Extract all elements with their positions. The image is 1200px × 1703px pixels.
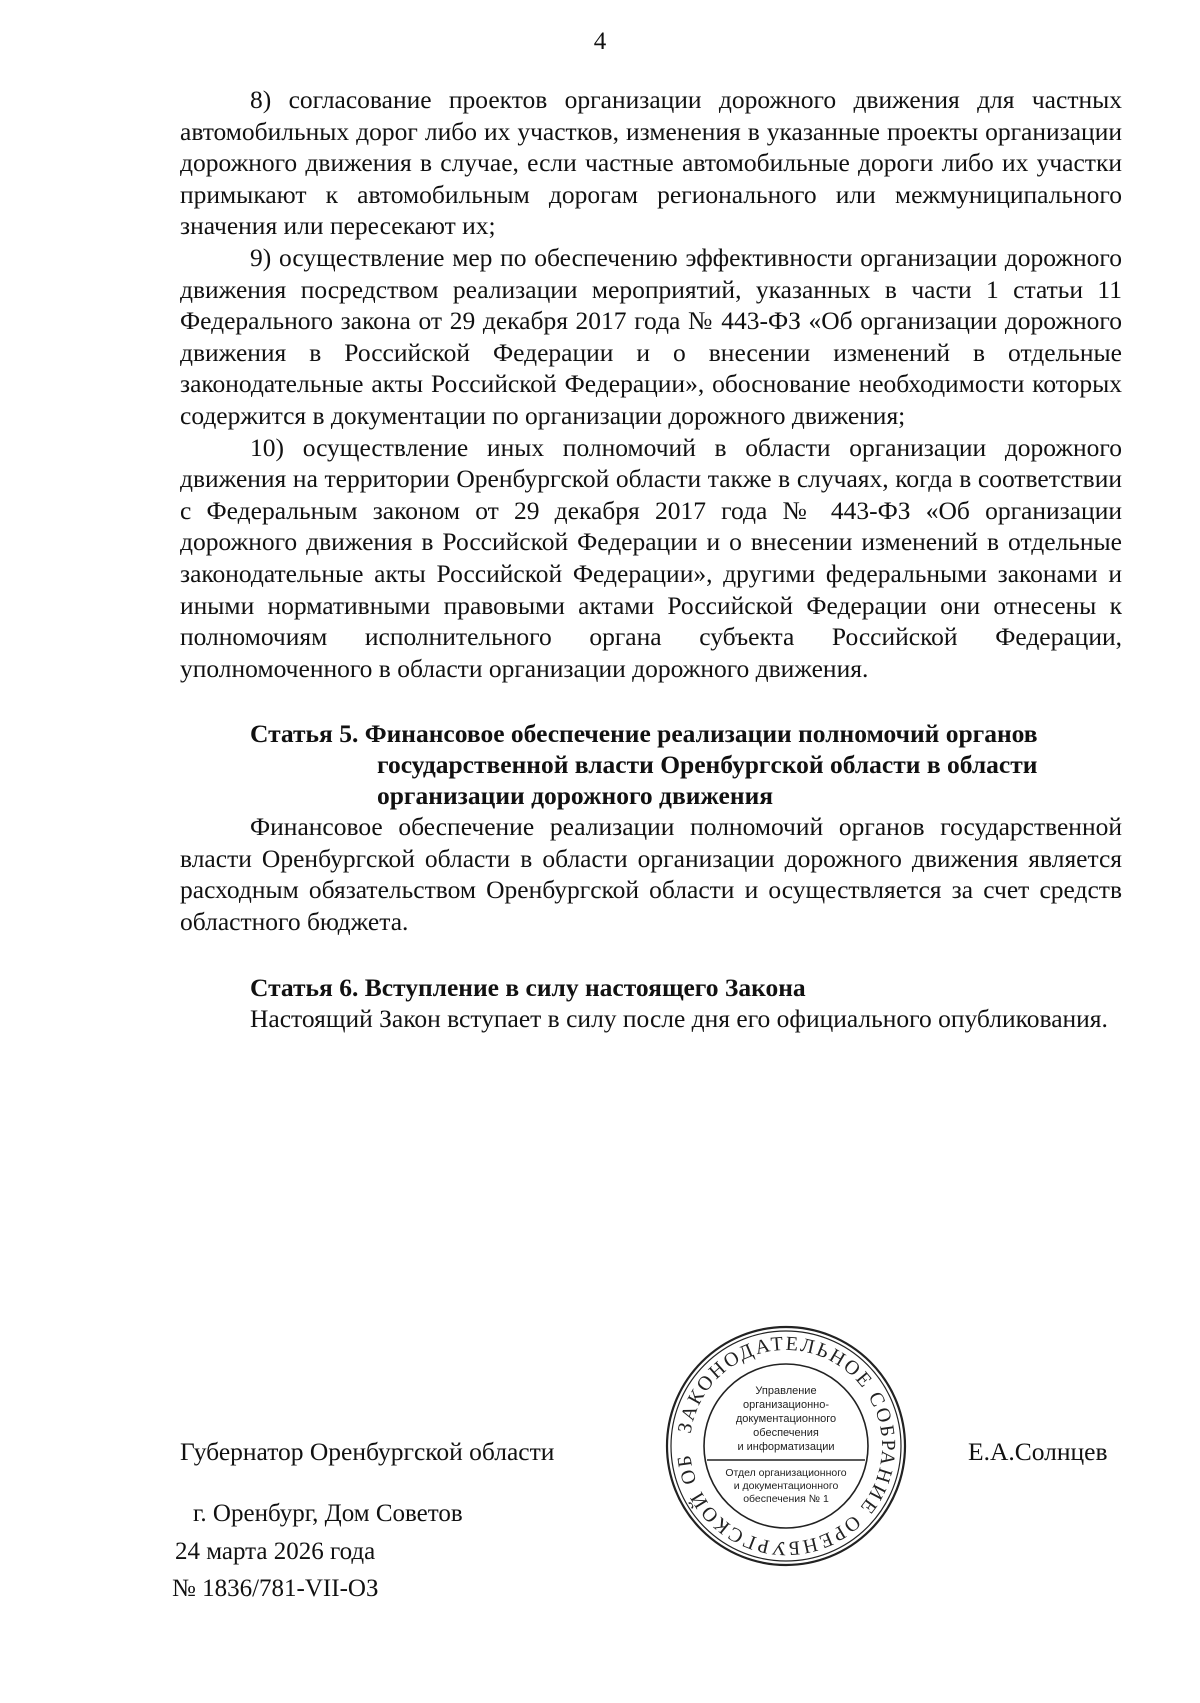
article-5-heading — [180, 718, 1122, 811]
article-5-title-line3: организации дорожного движения — [377, 781, 774, 811]
article-5-text: Финансовое обеспечение реализации полномочий органов государственной власти Оренбургской области в области организации дорожного движения является расходным обязательством Оренбургской области и осуществляется за счет средств областного бюджета. — [180, 812, 1122, 937]
paragraph-item-10: 10) осуществление иных полномочий в области организации дорожного движения на территории Оренбургской области также в случаях, когда в соответствии с Федеральным законом от 29 декабря 2017 года № 443-ФЗ «Об организации дорожного движения в Российской Федерации и о внесении изменений в отдельные законодательные акты Российской Федерации», другими федеральными законами и иными нормативными правовыми актами Российской Федерации они отнесены к полномочиям исполнительного органа субъекта Российской Федерации, уполномоченного в области организации дорожного движения. — [180, 432, 1122, 683]
article-5-title-line2: государственной власти Оренбургской области в области — [377, 750, 1038, 780]
stamp-bottom-line-2: и документационного — [733, 1480, 839, 1492]
stamp-inner-line-4: обеспечения — [753, 1427, 819, 1439]
article-6-text: Настоящий Закон вступает в силу после дня его официального опубликования. — [250, 1003, 1108, 1033]
stamp-inner-line-3: документационного — [735, 1413, 837, 1425]
stamp-inner-line-5: и информатизации — [737, 1441, 835, 1453]
paragraph-item-9: 9) осуществление мер по обеспечению эффективности организации дорожного движения посредством реализации мероприятий, указанных в части 1 статьи 11 Федерального закона от 29 декабря 2017 года № 443-ФЗ «Об организации дорожного движения в Российской Федерации и о внесении изменений в отдельные законодательные акты Российской Федерации», обоснование необходимости которых содержится в документации по организации дорожного движения; — [180, 242, 1122, 430]
footer-date: 24 марта 2026 года — [175, 1538, 376, 1565]
stamp-bottom-line-1: Отдел организационного — [725, 1467, 847, 1479]
article-6-title: Вступление в силу настоящего Закона — [364, 972, 806, 1002]
page-number: 4 — [593, 28, 607, 55]
official-stamp — [662, 1322, 910, 1570]
stamp-inner-line-2: организационно- — [743, 1399, 829, 1411]
article-6-label: Статья 6. — [250, 972, 359, 1002]
stamp-seal-icon — [662, 1322, 910, 1570]
signature-name: Е.А.Солнцев — [968, 1437, 1108, 1466]
stamp-outer-text: ЗАКОНОДАТЕЛЬНОЕ СОБРАНИЕ ОРЕНБУРГСКОЙ ОБ — [673, 1332, 900, 1560]
article-5-title-line1: Финансовое обеспечение реализации полномочий органов — [364, 719, 1038, 749]
stamp-inner-line-1: Управление — [755, 1385, 817, 1397]
paragraph-item-8: 8) согласование проектов организации дорожного движения для частных автомобильных дорог либо их участков, изменения в указанные проекты организации дорожного движения в случае, если частные автомобильные дороги либо их участки примыкают к автомобильным дорогам регионального или межмуниципального значения или пересекают их; — [180, 85, 1122, 241]
footer-number: № 1836/781-VII-ОЗ — [172, 1575, 379, 1602]
article-6-heading — [180, 972, 1122, 1003]
footer-place: г. Оренбург, Дом Советов — [193, 1500, 463, 1527]
signature-position: Губернатор Оренбургской области — [180, 1437, 555, 1466]
article-5-label: Статья 5. — [250, 719, 359, 749]
stamp-bottom-line-3: обеспечения № 1 — [743, 1493, 829, 1505]
document-body — [180, 84, 1122, 1034]
